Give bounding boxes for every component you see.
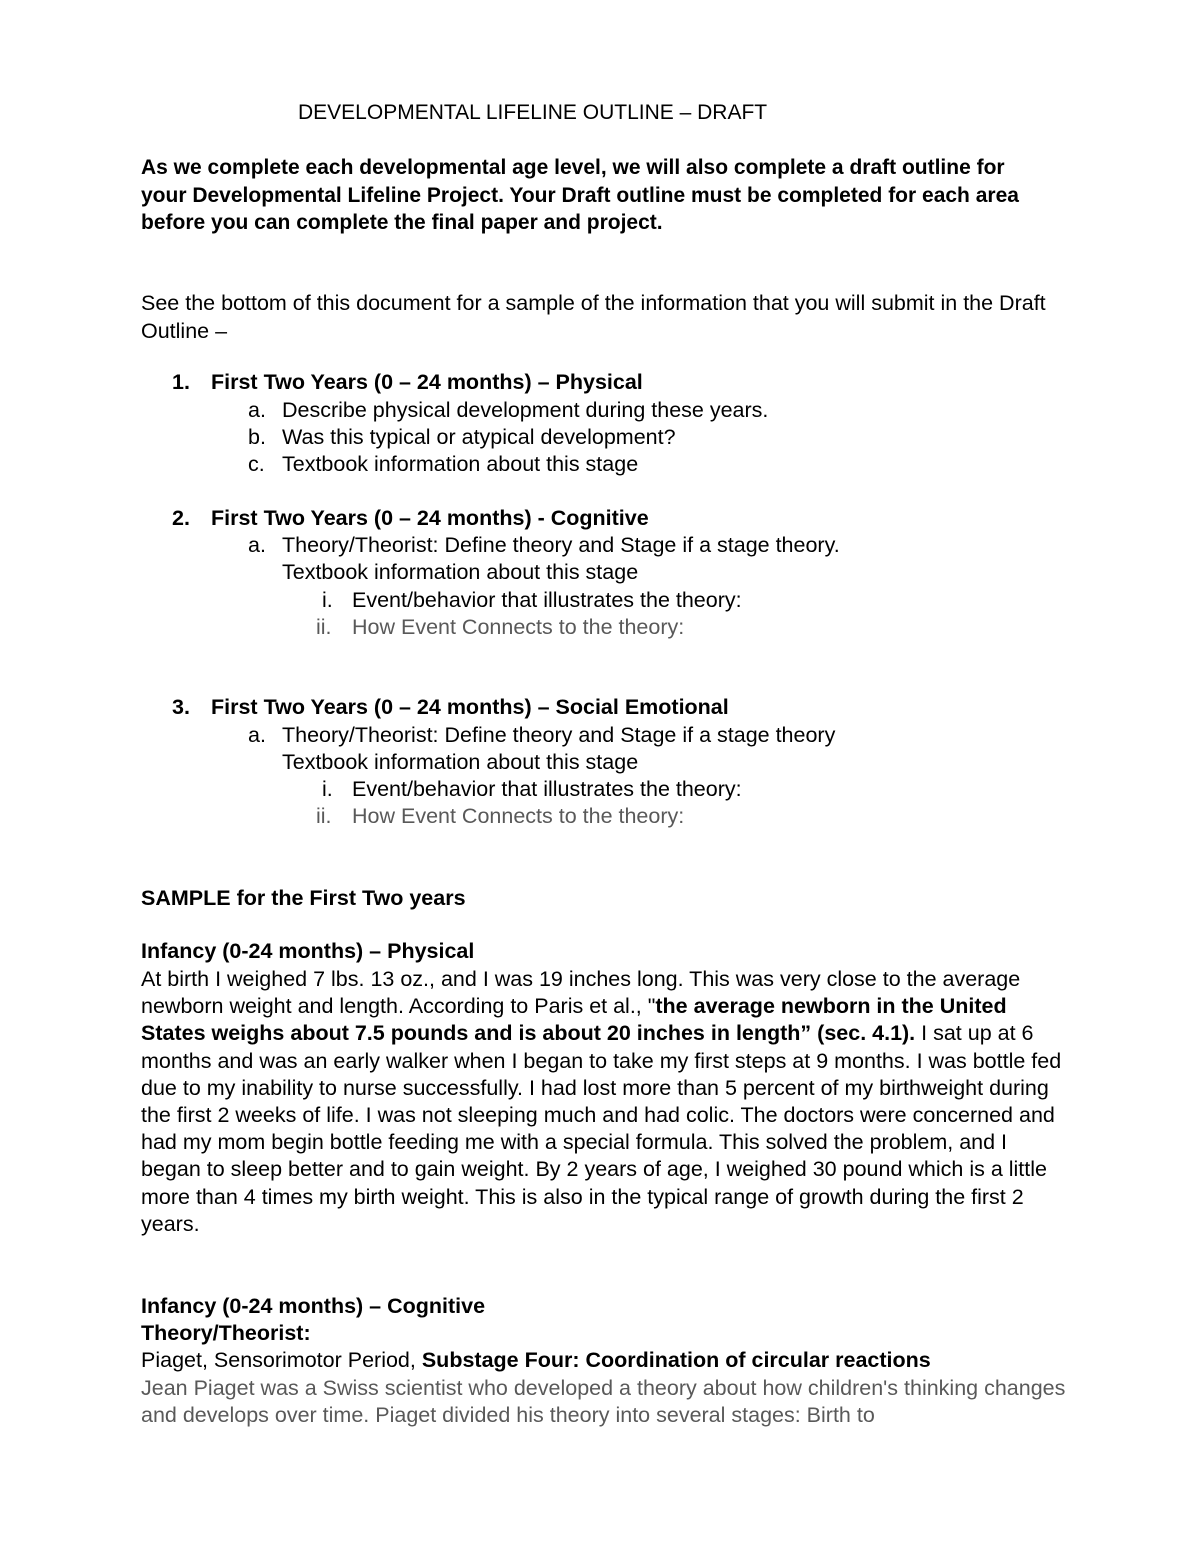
see-note-text: See the bottom of this document for a sample of the information that you will submit in the Draft Outline – bbox=[141, 291, 1046, 343]
physical-paragraph bbox=[141, 966, 1071, 1238]
section-3-number: 3. bbox=[172, 695, 190, 719]
section-1-b-label: b. bbox=[248, 425, 266, 449]
section-3-a-text: Theory/Theorist: Define theory and Stage if a stage theory bbox=[282, 723, 836, 747]
section-2-a-label: a. bbox=[248, 533, 266, 557]
intro-text: As we complete each developmental age level, we will also complete a draft outline for your Developmental Lifeline Project. Your Draft outline must be completed for each area before you can complete the final paper and project. bbox=[141, 156, 1019, 234]
section-1-c-text: Textbook information about this stage bbox=[282, 452, 639, 476]
physical-heading: Infancy (0-24 months) – Physical bbox=[141, 939, 475, 963]
section-3-ii-text: How Event Connects to the theory: bbox=[352, 804, 685, 828]
physical-text-1: At birth I weighed 7 lbs. 13 oz., and I was 19 inches long. This was very close to the average newborn weight and length. According to Paris et al., " bbox=[141, 967, 1021, 1019]
theory-plain: Piaget, Sensorimotor Period, bbox=[141, 1348, 422, 1372]
section-1-a-label: a. bbox=[248, 398, 266, 422]
theory-line bbox=[141, 1348, 931, 1373]
section-3-ii-label: ii. bbox=[316, 804, 332, 828]
section-3-i-text: Event/behavior that illustrates the theory: bbox=[352, 777, 742, 801]
theory-bold: Substage Four: Coordination of circular reactions bbox=[421, 1348, 931, 1372]
see-note-paragraph bbox=[141, 290, 1071, 345]
theory-label: Theory/Theorist: bbox=[141, 1321, 311, 1345]
section-3-a-text-2: Textbook information about this stage bbox=[282, 750, 639, 774]
section-2-a-text: Theory/Theorist: Define theory and Stage if a stage theory. bbox=[282, 533, 840, 557]
section-3-a-label: a. bbox=[248, 723, 266, 747]
piaget-paragraph bbox=[141, 1375, 1071, 1429]
physical-quote: the average newborn in the United States weighs about 7.5 pounds and is about 20 inches in length” (sec. 4.1). bbox=[141, 994, 1007, 1046]
section-2-heading: First Two Years (0 – 24 months) - Cognitive bbox=[211, 506, 649, 530]
document-title: DEVELOPMENTAL LIFELINE OUTLINE – DRAFT bbox=[298, 101, 768, 124]
physical-text-2: I sat up at 6 months and was an early walker when I began to take my first steps at 9 months. I was bottle fed due to my inability to nurse successfully. I had lost more than 5 percent of my birthweight during the first 2 weeks of life. I was not sleeping much and had colic. The doctors were concerned and had my mom begin bottle feeding me with a special formula. This solved the problem, and I began to sleep better and to gain weight. By 2 years of age, I weighed 30 pound which is a little more than 4 times my birth weight. This is also in the typical range of growth during the first 2 years. bbox=[141, 1021, 1062, 1236]
physical-paragraph-text bbox=[141, 966, 1071, 1238]
cognitive-heading: Infancy (0-24 months) – Cognitive bbox=[141, 1294, 486, 1318]
section-1-number: 1. bbox=[172, 370, 190, 394]
section-1-heading: First Two Years (0 – 24 months) – Physical bbox=[211, 370, 643, 394]
section-1-b-text: Was this typical or atypical development? bbox=[282, 425, 676, 449]
section-1-a-text: Describe physical development during these years. bbox=[282, 398, 769, 422]
section-3-i-label: i. bbox=[322, 777, 333, 801]
section-2-a-text-2: Textbook information about this stage bbox=[282, 560, 639, 584]
section-2-ii-label: ii. bbox=[316, 615, 332, 639]
section-2-i-text: Event/behavior that illustrates the theory: bbox=[352, 588, 742, 612]
sample-heading: SAMPLE for the First Two years bbox=[141, 886, 466, 910]
section-1-c-label: c. bbox=[248, 452, 265, 476]
piaget-text: Jean Piaget was a Swiss scientist who developed a theory about how children's thinking changes and develops over time. Piaget divided his theory into several stages: Birth to bbox=[141, 1376, 1066, 1428]
section-2-ii-text: How Event Connects to the theory: bbox=[352, 615, 685, 639]
intro-paragraph bbox=[141, 154, 1041, 237]
section-3-heading: First Two Years (0 – 24 months) – Social Emotional bbox=[211, 695, 729, 719]
section-2-i-label: i. bbox=[322, 588, 333, 612]
section-2-number: 2. bbox=[172, 506, 190, 530]
